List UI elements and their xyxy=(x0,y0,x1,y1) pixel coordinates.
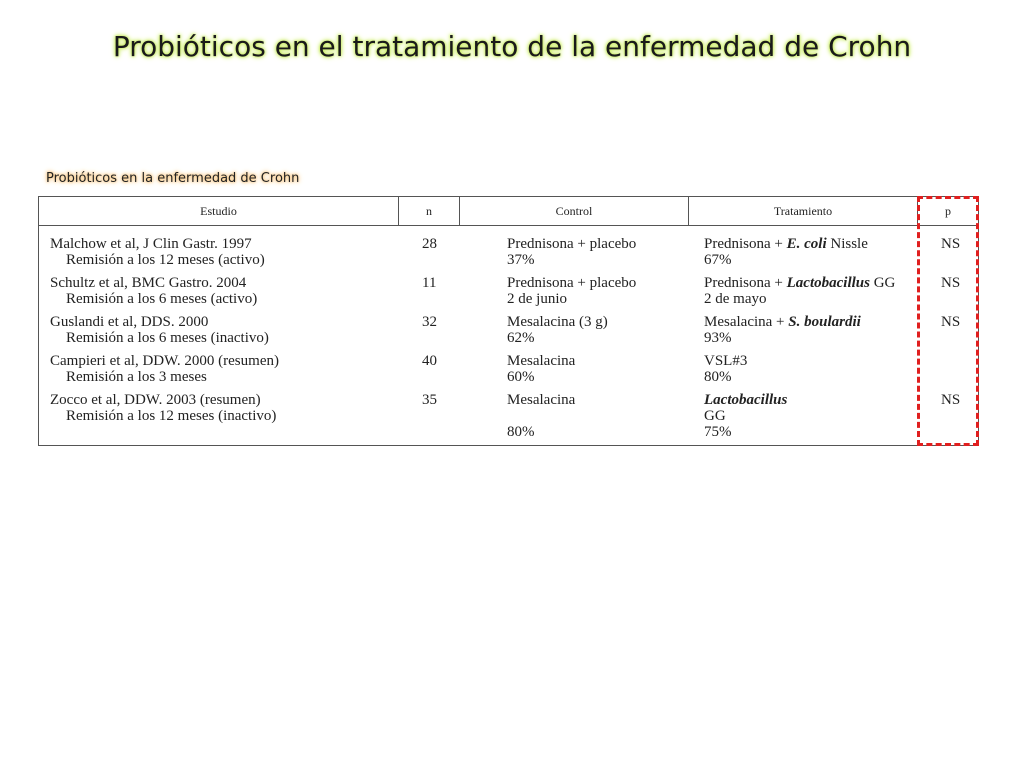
tratamiento-text xyxy=(704,236,868,252)
estudio-cell xyxy=(50,236,265,268)
estudio-cell xyxy=(50,275,257,307)
estudio-cell xyxy=(50,392,276,424)
estudio-remision: Remisión a los 6 meses (activo) xyxy=(66,291,258,307)
estudio-remision: Remisión a los 12 meses (activo) xyxy=(66,252,265,268)
tratamiento-suffix: Nissle xyxy=(826,236,868,252)
estudio-name: Schultz et al, BMC Gastro. 2004 xyxy=(50,275,247,291)
tratamiento-base: Prednisona + xyxy=(704,236,787,252)
tratamiento-cell xyxy=(704,392,787,440)
header-n: n xyxy=(426,204,432,218)
tratamiento-cell xyxy=(704,353,747,385)
table-caption: Probióticos en la enfermedad de Crohn xyxy=(46,171,300,186)
studies-table xyxy=(38,196,979,446)
estudio-cell xyxy=(50,314,269,346)
slide-title: Probióticos en el tratamiento de la enfermedad de Crohn xyxy=(112,30,912,63)
tratamiento-cell xyxy=(704,314,861,346)
estudio-name: Malchow et al, J Clin Gastr. 1997 xyxy=(50,236,252,252)
tratamiento-line2: GG xyxy=(704,408,726,424)
control-result: 2 de junio xyxy=(507,291,567,307)
tratamiento-result: 67% xyxy=(704,252,732,268)
estudio-name: Campieri et al, DDW. 2000 (resumen) xyxy=(50,353,279,369)
control-text: Prednisona + placebo xyxy=(507,236,637,252)
control-text: Mesalacina xyxy=(507,353,576,369)
tratamiento-agent: Lactobacillus xyxy=(786,275,870,291)
tratamiento-text xyxy=(704,314,861,330)
control-result: 60% xyxy=(507,369,535,385)
p-column-highlight xyxy=(917,196,979,446)
tratamiento-cell xyxy=(704,236,868,268)
control-text: Mesalacina (3 g) xyxy=(507,314,608,330)
tratamiento-result: 75% xyxy=(704,424,732,440)
tratamiento-result: 93% xyxy=(704,330,732,346)
tratamiento-text: VSL#3 xyxy=(704,353,748,369)
estudio-name: Guslandi et al, DDS. 2000 xyxy=(50,314,209,330)
p-value: NS xyxy=(941,314,961,330)
control-cell xyxy=(507,392,575,440)
n-value: 40 xyxy=(422,353,437,369)
tratamiento-result: 80% xyxy=(704,369,732,385)
estudio-cell xyxy=(50,353,279,385)
estudio-remision: Remisión a los 6 meses (inactivo) xyxy=(66,330,269,346)
n-value: 11 xyxy=(422,275,437,291)
header-p: p xyxy=(945,204,951,218)
control-cell xyxy=(507,353,575,385)
estudio-name: Zocco et al, DDW. 2003 (resumen) xyxy=(50,392,261,408)
tratamiento-cell xyxy=(704,275,895,307)
estudio-remision: Remisión a los 3 meses xyxy=(66,369,207,385)
control-result: 37% xyxy=(507,252,535,268)
header-estudio: Estudio xyxy=(200,204,237,218)
control-cell xyxy=(507,236,636,268)
p-value: NS xyxy=(941,392,961,408)
tratamiento-agent: Lactobacillus xyxy=(704,392,788,408)
header-tratamiento: Tratamiento xyxy=(773,204,833,218)
n-value: 35 xyxy=(422,392,437,408)
control-result: 62% xyxy=(507,330,535,346)
estudio-remision: Remisión a los 12 meses (inactivo) xyxy=(66,408,277,424)
tratamiento-agent: S. boulardii xyxy=(788,314,861,330)
table-header xyxy=(39,197,978,226)
tratamiento-text xyxy=(704,275,895,291)
control-cell xyxy=(507,314,608,346)
control-text: Mesalacina xyxy=(507,392,576,408)
tratamiento-result: 2 de mayo xyxy=(704,291,767,307)
n-value: 32 xyxy=(422,314,437,330)
tratamiento-base: Mesalacina + xyxy=(704,314,789,330)
control-result: 80% xyxy=(507,424,535,440)
tratamiento-agent: E. coli xyxy=(786,236,827,252)
p-value: NS xyxy=(941,236,961,252)
p-value: NS xyxy=(941,275,961,291)
header-control: Control xyxy=(555,204,593,218)
n-value: 28 xyxy=(422,236,437,252)
control-text: Prednisona + placebo xyxy=(507,275,637,291)
control-cell xyxy=(507,275,636,307)
tratamiento-suffix: GG xyxy=(869,275,896,291)
tratamiento-base: Prednisona + xyxy=(704,275,787,291)
